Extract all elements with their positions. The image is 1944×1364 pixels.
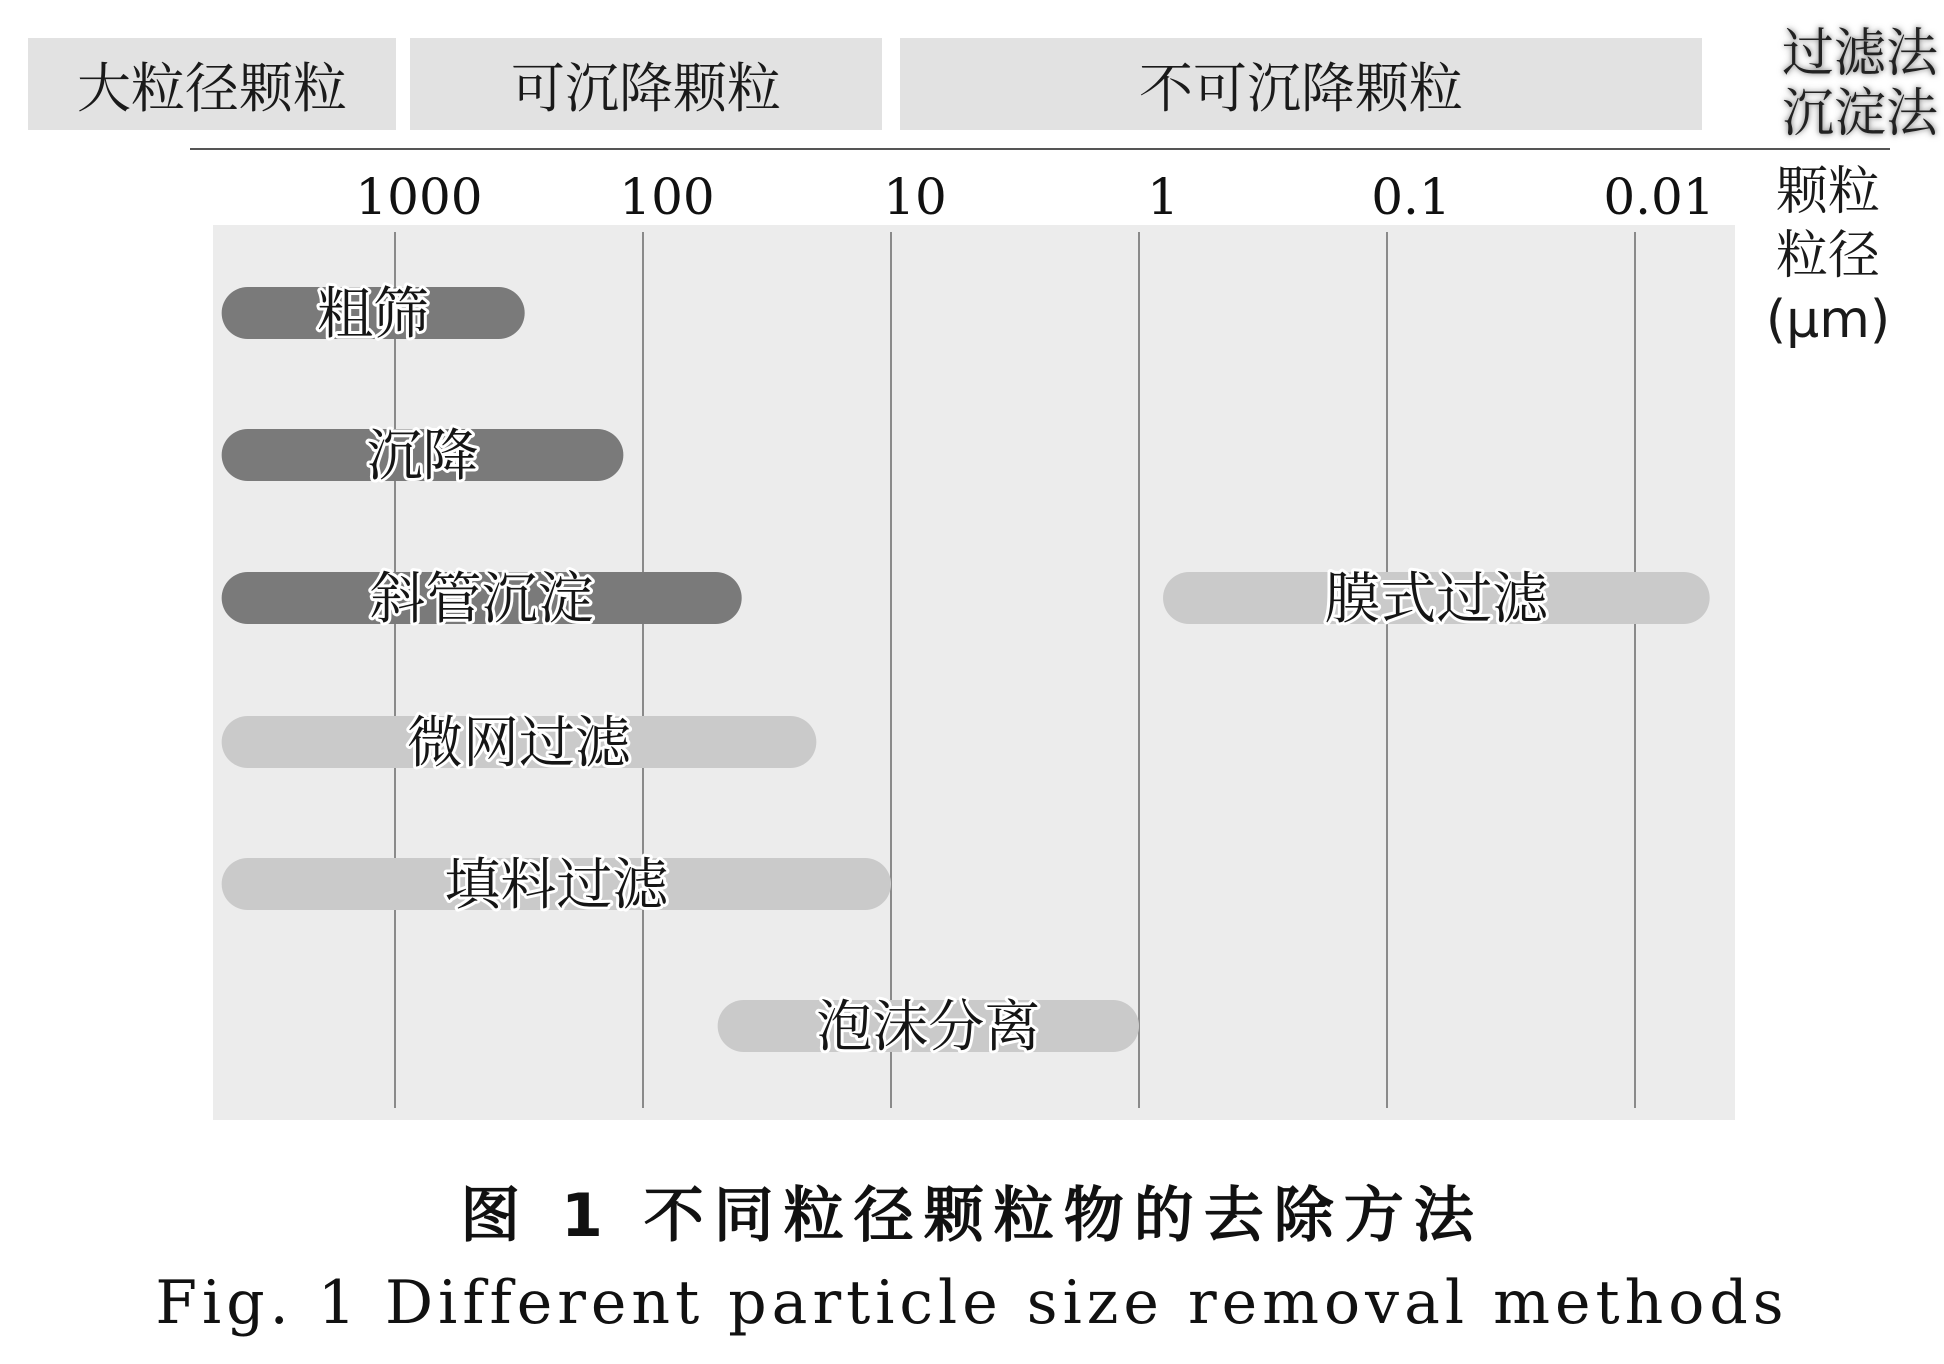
method-label: 斜管沉淀 [369, 567, 594, 632]
axis-unit-label [1758, 160, 1898, 352]
method-label: 填料过滤 [444, 853, 669, 918]
tick-label: 0.1 [1371, 168, 1451, 226]
figure-caption-english: Fig. 1 Different particle size removal methods [155, 1268, 1789, 1338]
unit-line: 粒径 [1775, 226, 1880, 286]
legend-filtration: 过滤法 [1781, 24, 1938, 84]
category-label: 大粒径颗粒 [77, 56, 347, 120]
tick-label: 100 [619, 168, 715, 226]
method-label: 粗筛 [317, 282, 430, 347]
tick-label: 0.01 [1603, 168, 1715, 226]
tick-label: 1 [1147, 168, 1179, 226]
category-label: 可沉降颗粒 [511, 56, 781, 120]
legend-sedimentation: 沉淀法 [1781, 84, 1938, 144]
method-label: 微网过滤 [407, 711, 631, 776]
method-label: 泡沫分离 [816, 995, 1041, 1060]
tick-label: 10 [883, 168, 947, 226]
plot-area [213, 225, 1735, 1120]
unit-line: 颗粒 [1775, 162, 1880, 222]
method-label: 沉降 [366, 424, 479, 489]
figure-caption-chinese: 图 1 不同粒径颗粒物的去除方法 [460, 1181, 1484, 1251]
unit-line: (μm) [1765, 290, 1891, 350]
tick-label: 1000 [355, 168, 483, 226]
category-label: 不可沉降颗粒 [1139, 56, 1463, 120]
method-label: 膜式过滤 [1324, 567, 1549, 632]
